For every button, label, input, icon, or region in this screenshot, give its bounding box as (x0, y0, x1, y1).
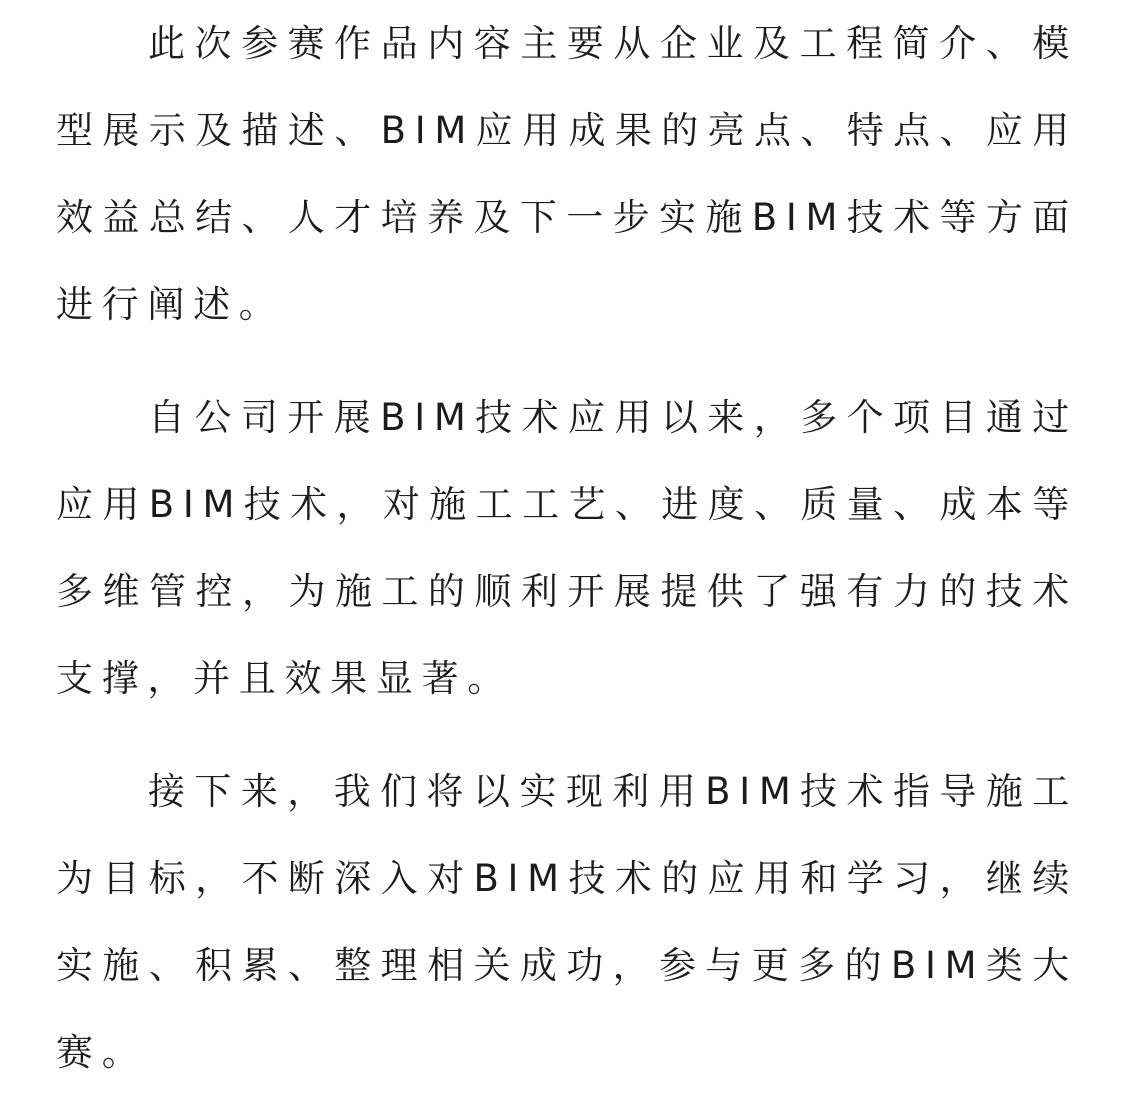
paragraph-outlook: 接下来，我们将以实现利用BIM技术指导施工为目标，不断深入对BIM技术的应用和学习，继续实施、积累、整理相关成功，参与更多的BIM类大赛。 (56, 770, 1078, 1074)
article-body (56, 0, 1078, 1096)
paragraph-intro: 此次参赛作品内容主要从企业及工程简介、模型展示及描述、BIM应用成果的亮点、特点、应用效益总结、人才培养及下一步实施BIM技术等方面进行阐述。 (56, 22, 1078, 326)
paragraph-achievements: 自公司开展BIM技术应用以来，多个项目通过应用BIM技术，对施工工艺、进度、质量、成本等多维管控，为施工的顺利开展提供了强有力的技术支撑，并且效果显著。 (56, 396, 1078, 700)
